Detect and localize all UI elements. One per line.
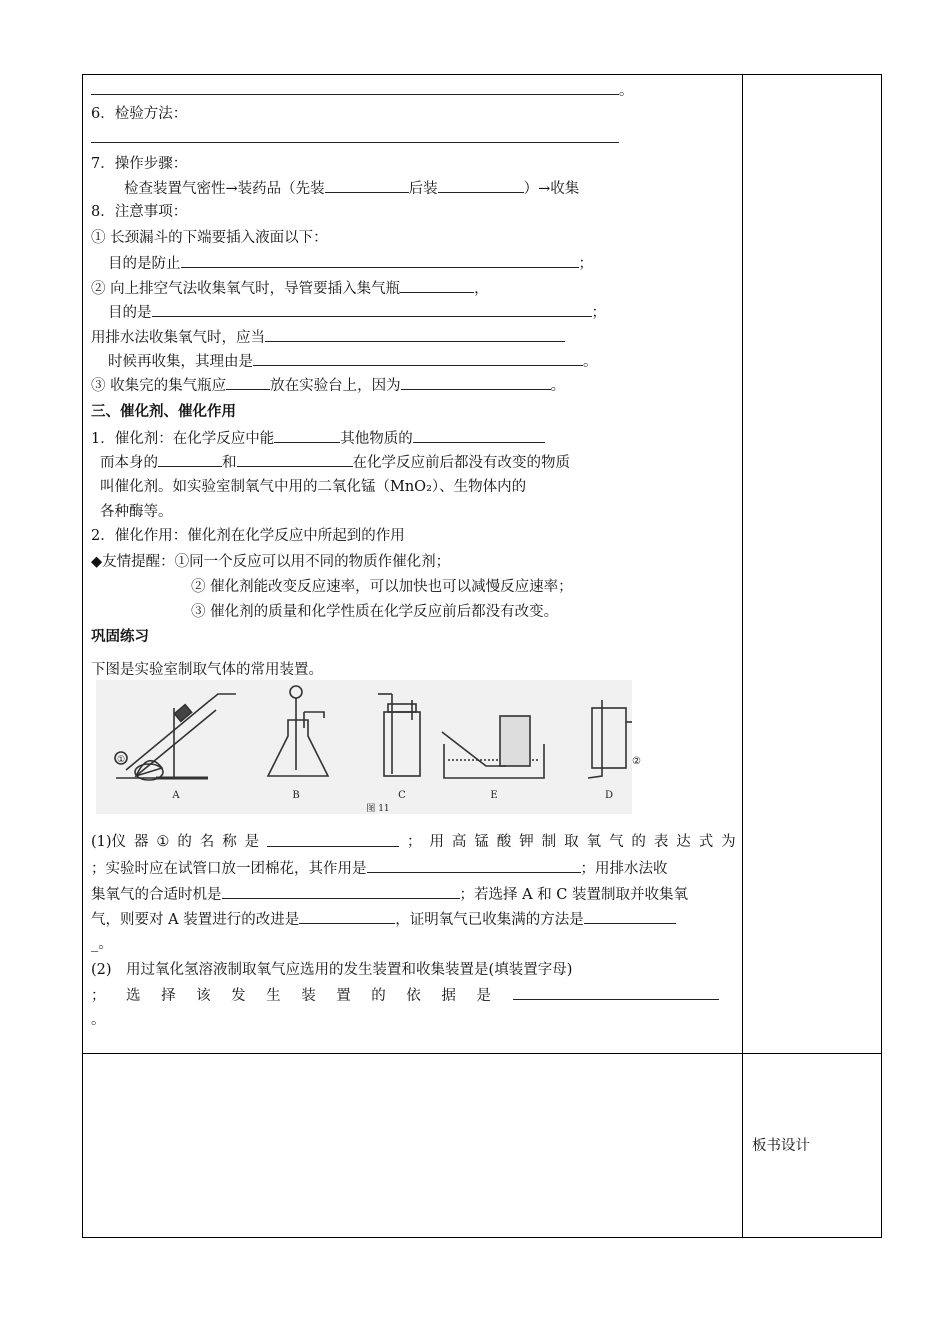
note-1-purpose: 目的是防止 ； (108, 253, 593, 274)
q1-line-1: (1)仪 器 ① 的 名 称 是 ； 用 高 锰 酸 钾 制 取 氧 气 的 表 达 式 为 (91, 834, 736, 850)
q1-line-2: ；实验时应在试管口放一团棉花，其作用是 ；用排水法收 (91, 858, 668, 879)
catalyst-def-1: 1．催化剂：在化学反应中能 其他物质的 (91, 428, 545, 449)
catalyst-def-4: 各种酶等。 (100, 504, 173, 520)
row-divider (82, 1053, 881, 1054)
q1-line-3: 集氧气的合适时机是 ；若选择 A 和 C 装置制取并收集氧 (91, 884, 688, 905)
catalyst-def-3: 叫催化剂。如实验室制氧气中用的二氧化锰（MnO₂）、生物体内的 (100, 479, 527, 495)
line-notes: 8．注意事项： (91, 204, 188, 220)
tip-2: ② 催化剂能改变反应速率，可以加快也可以减慢反应速率； (191, 579, 573, 595)
q2-line-1: (2) 用过氧化氢溶液制取氧气应选用的发生装置和收集装置是(填装置字母) (91, 962, 573, 978)
board-design-label: 板书设计 (752, 1138, 810, 1154)
catalysis-def: 2．催化作用：催化剂在化学反应中所起到的作用 (91, 528, 405, 544)
line-inspect-method: 6．检验方法： (91, 106, 188, 122)
figure-caption: 图 11 (366, 804, 390, 814)
label-E: E (490, 790, 498, 801)
q1-line-4: 气，则要对 A 装置进行的改进是 ，证明氧气已收集满的方法是 (91, 909, 676, 930)
line-inspect-blank (91, 128, 619, 149)
line-steps: 7．操作步骤： (91, 156, 188, 172)
q2-line-2: ； 选 择 该 发 生 装 置 的 依 据 是 (91, 985, 736, 1006)
catalyst-def-2: 而本身的 和 在化学反应前后都没有改变的物质 (100, 452, 570, 473)
note-2: ② 向上排空气法收集氧气时，导管要插入集气瓶 ， (91, 278, 489, 299)
marker-2-label: ② (632, 756, 641, 767)
q1-line-5: _。 (91, 936, 113, 952)
tip-1: ◆友情提醒：①同一个反应可以用不同的物质作催化剂； (91, 554, 451, 570)
note-2-purpose: 目的是 ； (108, 302, 606, 323)
table-frame (82, 74, 882, 1238)
note-2-drainage: 用排水法收集氧气时，应当 (91, 327, 565, 348)
exercise-intro: 下图是实验室制取气体的常用装置。 (91, 662, 323, 678)
label-A: A (172, 790, 180, 801)
tip-3: ③ 催化剂的质量和化学性质在化学反应前后都没有改变。 (191, 604, 559, 620)
exercise-title: 巩固练习 (91, 628, 149, 645)
section-3-title: 三、催化剂、催化作用 (91, 403, 236, 420)
label-B: B (292, 790, 300, 801)
label-C: C (398, 790, 406, 801)
label-D: D (604, 790, 614, 801)
apparatus-figure (96, 680, 632, 814)
line-steps-detail: 检查装置气密性→装药品（先装 后装 ）→收集 (124, 178, 579, 199)
column-divider (742, 74, 743, 1237)
note-1: ① 长颈漏斗的下端要插入液面以下： (91, 230, 328, 246)
marker-1-text: ① (116, 755, 126, 765)
note-3: ③ 收集完的集气瓶应 放在实验台上，因为 。 (91, 375, 565, 396)
note-2-reason: 时候再收集，其理由是 。 (108, 351, 598, 372)
line-0: 。 (91, 80, 634, 101)
q2-line-3: 。 (91, 1012, 106, 1028)
